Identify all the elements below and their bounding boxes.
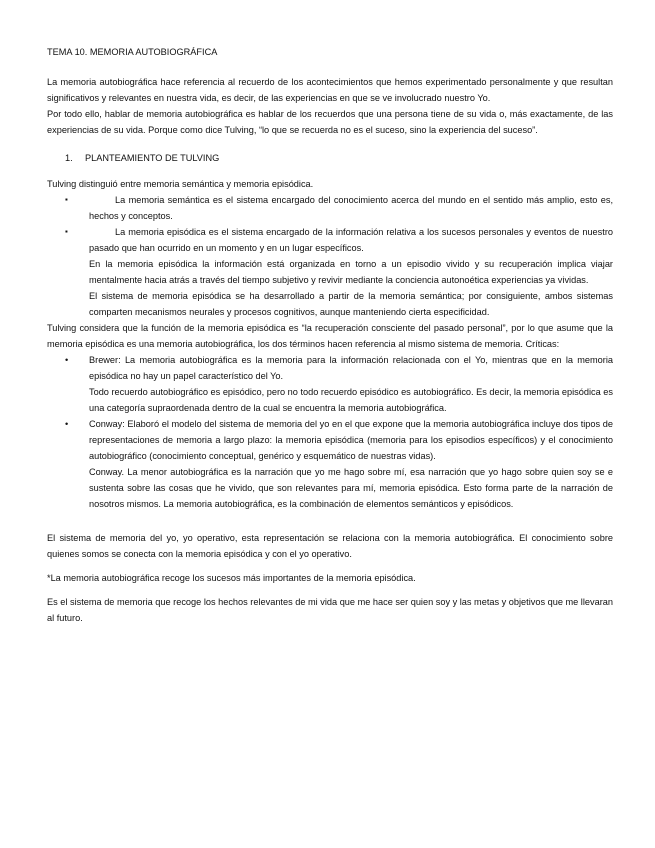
list-item-text: La memoria semántica es el sistema encargado del conocimiento acerca del mundo en el sentido más amplio, esto es, hechos y conceptos. — [89, 195, 613, 221]
critics-list — [47, 352, 613, 512]
square-bullet-icon: ▪ — [65, 227, 68, 236]
memory-types-list — [47, 192, 613, 320]
intro-paragraph-2: Por todo ello, hablar de memoria autobiográfica es hablar de los recuerdos que una persona tiene de su vida o, más exactamente, de las experiencias de su vida. Porque como dice Tulving, “lo que se recuerda no es el suceso, sino la experiencia del suceso”. — [47, 109, 613, 135]
document-page — [47, 44, 613, 626]
list-item — [47, 352, 613, 384]
sub-paragraph: En la memoria episódica la información está organizada en torno a un episodio vivido y su recuperación implica viajar mentalmente hacia atrás a través del tiempo subjetivo y revivir mediante la conciencia autonoética experiencias ya vividas. — [89, 259, 613, 285]
spacer — [47, 586, 613, 594]
list-item-text: Conway: Elaboró el modelo del sistema de memoria del yo en el que expone que la memoria autobiográfica incluye dos tipos de representaciones de memoria a largo plazo: la memoria episódica (memoria para los episodios específicos) y el conocimiento autobiográfico (conocimiento conceptual, genérico y esquemático de nuestras vidas). — [89, 419, 613, 461]
intro-paragraph-1: La memoria autobiográfica hace referencia al recuerdo de los acontecimientos que hemos experimentado personalmente y que resultan significativos y relevantes en nuestra vida, es decir, de las experiencias en que se ve involucrado nuestro Yo. — [47, 77, 613, 103]
closing-paragraph-1: El sistema de memoria del yo, yo operativo, esta representación se relaciona con la memoria autobiográfica. El conocimiento sobre quienes somos se conecta con la memoria episódica y con el yo operativo. — [47, 533, 613, 559]
spacer — [47, 512, 613, 530]
list-item — [47, 192, 613, 224]
page-title: TEMA 10. MEMORIA AUTOBIOGRÁFICA — [47, 47, 218, 57]
sub-paragraph: Todo recuerdo autobiográfico es episódico, pero no todo recuerdo episódico es autobiográfico. Es decir, la memoria episódica es una categoría supraordenada dentro de la cual se encuentra la memoria autobiográfica. — [89, 387, 613, 413]
list-item — [47, 416, 613, 464]
list-item-text: Brewer: La memoria autobiográfica es la memoria para la información relacionada con el Yo, mientras que en la memoria episódica no hay un papel característico del Yo. — [89, 355, 613, 381]
closing-paragraph-2: Es el sistema de memoria que recoge los hechos relevantes de mi vida que me hace ser quien soy y las metas y objetivos que me llevaran al futuro. — [47, 597, 613, 623]
spacer — [47, 562, 613, 570]
tulving-paragraph: Tulving considera que la función de la memoria episódica es “la recuperación consciente del pasado personal”, por lo que asume que la memoria episódica es una memoria autobiográfica, los dos términos hacen referencia al mismo sistema de memoria. Críticas: — [47, 323, 613, 349]
dot-bullet-icon: • — [65, 419, 69, 429]
sub-paragraph: Conway. La menor autobiográfica es la narración que yo me hago sobre mí, esa narración que yo hago sobre quien soy se e sustenta sobre las cosas que he vivido, que son relevantes para mí, memoria episódica. Esto forma parte de la narración de nosotros mismos. La memoria autobiográfica, es la combinación de elementos semánticos y episódicos. — [89, 467, 613, 509]
sub-paragraph: El sistema de memoria episódica se ha desarrollado a partir de la memoria semántica; por consiguiente, ambos sistemas comparten mecanismos neurales y procesos cognitivos, aunque manteniendo cierta especificidad. — [89, 291, 613, 317]
dot-bullet-icon: • — [65, 355, 69, 365]
closing-note: *La memoria autobiográfica recoge los sucesos más importantes de la memoria episódica. — [47, 573, 416, 583]
list-item — [47, 224, 613, 256]
section-number: 1. — [65, 153, 73, 163]
section-lead: Tulving distinguió entre memoria semántica y memoria episódica. — [47, 179, 314, 189]
section-heading — [65, 150, 613, 166]
list-item-text: La memoria episódica es el sistema encargado de la información relativa a los sucesos personales y eventos de nuestro pasado que han ocurrido en un momento y en un lugar específicos. — [89, 227, 613, 253]
square-bullet-icon: ▪ — [65, 195, 68, 204]
section-title: PLANTEAMIENTO DE TULVING — [85, 153, 220, 163]
